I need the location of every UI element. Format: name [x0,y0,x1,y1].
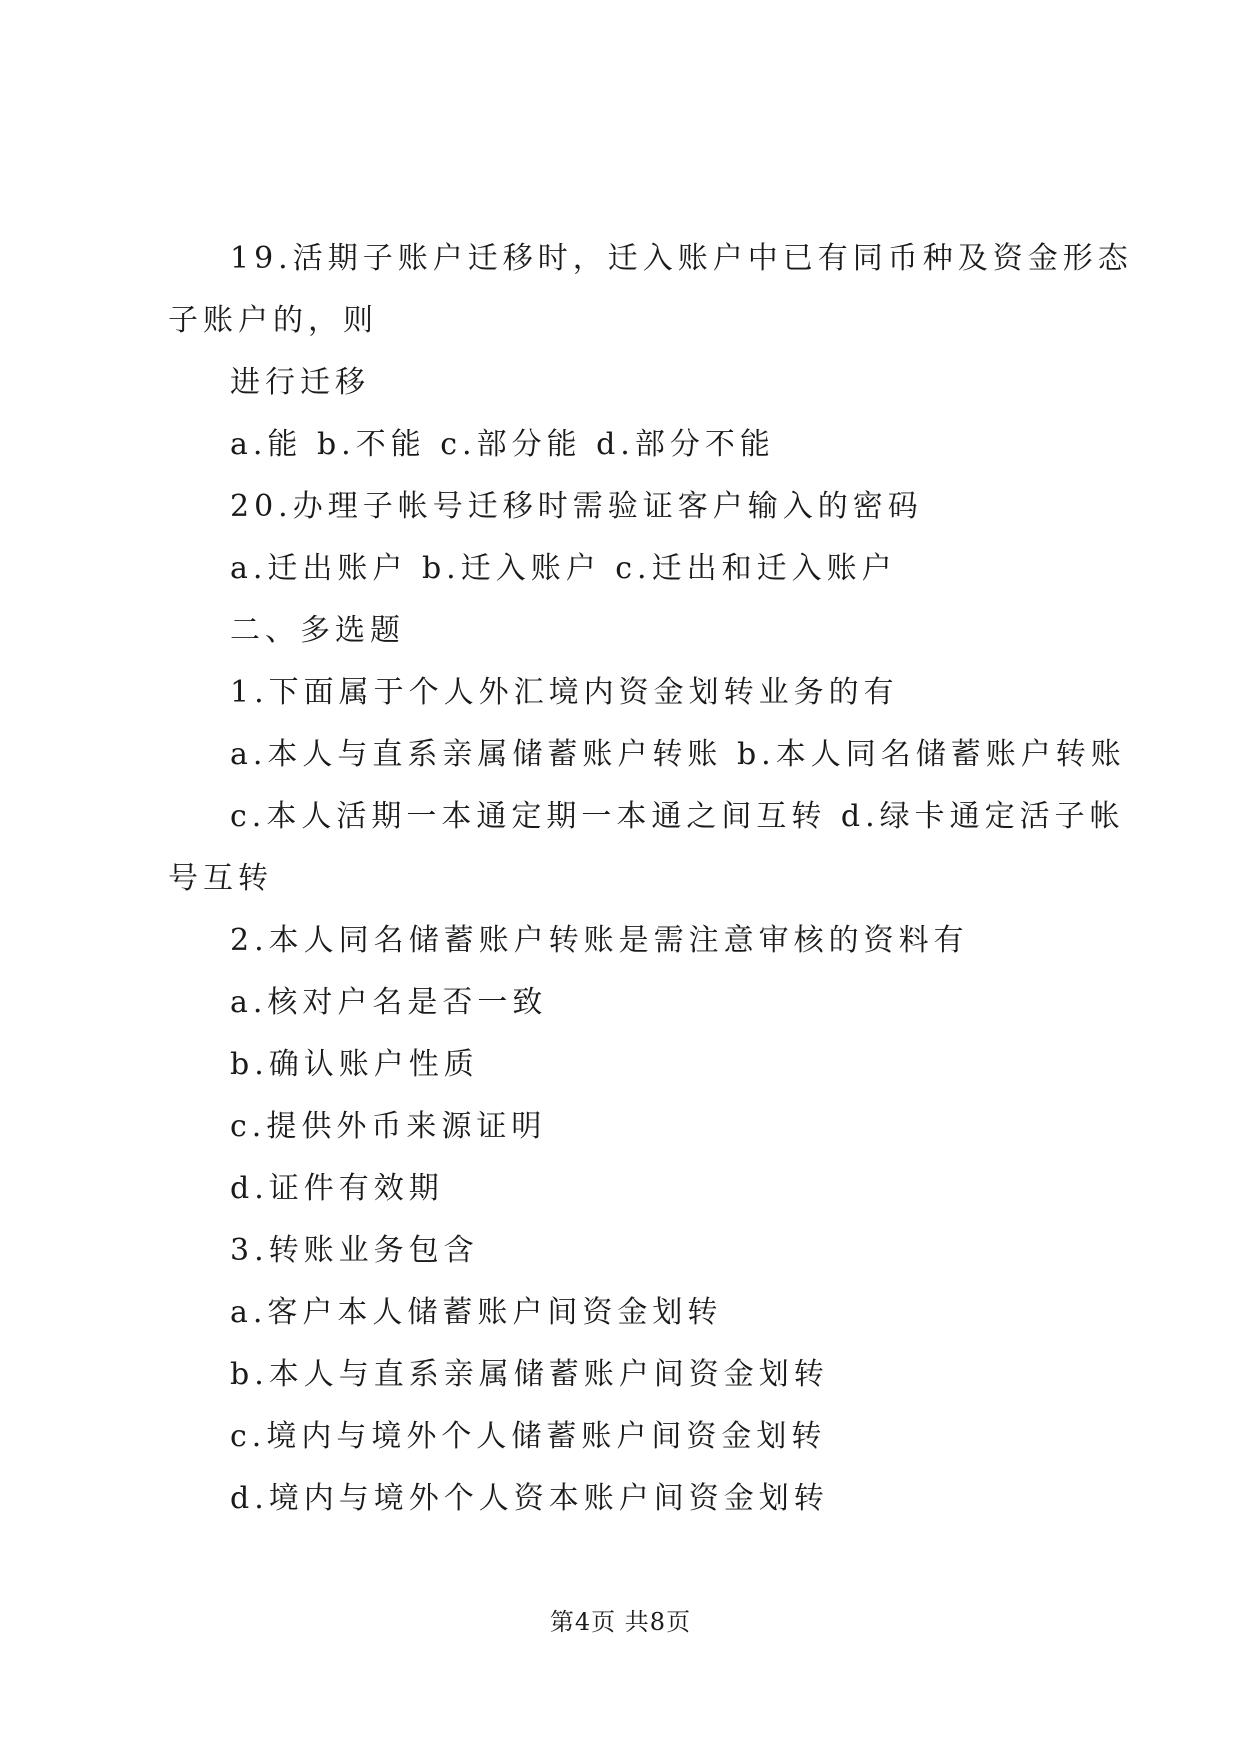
mc-question-2-option-d: d.证件有效期 [230,1171,444,1206]
mc-question-2-option-c: c.提供外币来源证明 [230,1109,547,1144]
mc-question-3-text: 3.转账业务包含 [230,1233,479,1268]
mc-question-3-option-c: c.境内与境外个人储蓄账户间资金划转 [230,1419,827,1454]
section-heading-multiple-choice: 二、多选题 [230,613,405,648]
mc-question-1-options-cd-continued: 号互转 [168,861,273,896]
mc-question-1-options-ab: a.本人与直系亲属储蓄账户转账 b.本人同名储蓄账户转账 [230,737,1126,772]
mc-question-1-options-cd: c.本人活期一本通定期一本通之间互转 d.绿卡通定活子帐 [230,799,1125,834]
question-19-options: a.能 b.不能 c.部分能 d.部分不能 [230,427,775,462]
mc-question-2-option-b: b.确认账户性质 [230,1047,479,1082]
mc-question-2-option-a: a.核对户名是否一致 [230,985,548,1020]
question-19-text-continued: 子账户的，则 [168,303,378,338]
mc-question-3-option-d: d.境内与境外个人资本账户间资金划转 [230,1481,829,1516]
question-19-text: 19.活期子账户迁移时，迁入账户中已有同币种及资金形态 [230,241,1133,276]
mc-question-3-option-b: b.本人与直系亲属储蓄账户间资金划转 [230,1357,829,1392]
mc-question-3-option-a: a.客户本人储蓄账户间资金划转 [230,1295,723,1330]
mc-question-2-text: 2.本人同名储蓄账户转账是需注意审核的资料有 [230,923,969,958]
question-20-options: a.迁出账户 b.迁入账户 c.迁出和迁入账户 [230,551,897,586]
question-20-text: 20.办理子帐号迁移时需验证客户输入的密码 [230,489,923,524]
page-number-footer: 第4页 共8页 [549,1608,692,1636]
mc-question-1-text: 1.下面属于个人外汇境内资金划转业务的有 [230,675,899,710]
question-19-text-tail: 进行迁移 [230,365,370,400]
document-body [168,228,1133,1530]
